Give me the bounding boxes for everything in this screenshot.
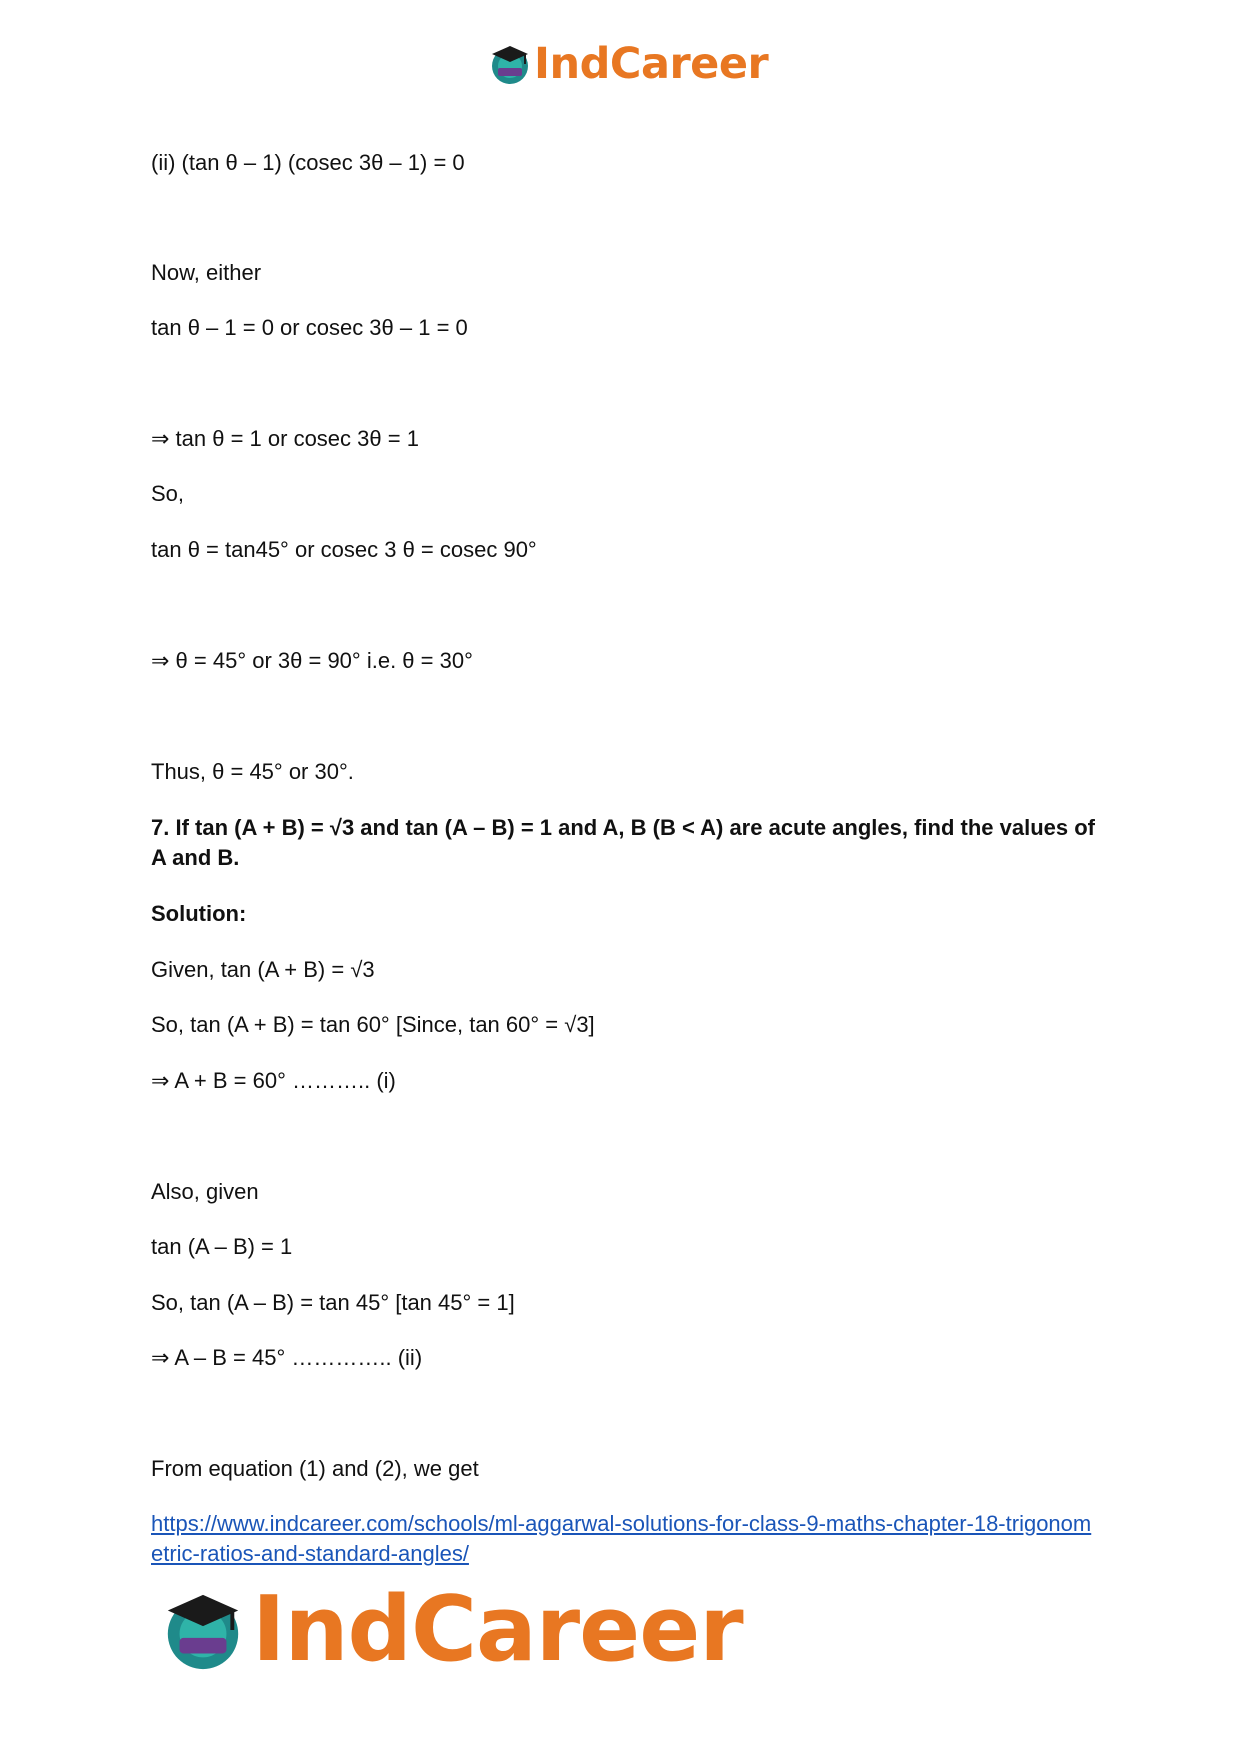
- text-line: ⇒ θ = 45° or 3θ = 90° i.e. θ = 30°: [151, 648, 473, 673]
- text-line: ⇒ A – B = 45° ………….. (ii): [151, 1345, 423, 1370]
- text-line: tan (A – B) = 1: [151, 1234, 293, 1259]
- text-line: Thus, θ = 45° or 30°.: [151, 759, 354, 784]
- source-link[interactable]: https://www.indcareer.com/schools/ml-aggarwal-solutions-for-class-9-maths-chapter-18-trigonometric-ratios-and-standard-angles/: [151, 1511, 1092, 1566]
- text-line: Also, given: [151, 1179, 259, 1204]
- header-logo: [488, 38, 769, 89]
- text-line: So, tan (A + B) = tan 60° [Since, tan 60° = √3]: [151, 1012, 595, 1037]
- text-line: So,: [151, 481, 185, 506]
- text-line: tan θ – 1 = 0 or cosec 3θ – 1 = 0: [151, 315, 468, 340]
- text-line: From equation (1) and (2), we get: [151, 1456, 479, 1481]
- text-line: ⇒ A + B = 60° ……….. (i): [151, 1068, 396, 1093]
- solution-label: Solution:: [151, 901, 247, 926]
- graduation-globe-icon: [160, 1587, 246, 1673]
- graduation-globe-icon: [488, 42, 532, 86]
- text-line: Now, either: [151, 260, 262, 285]
- question-heading: 7. If tan (A + B) = √3 and tan (A – B) = 1 and A, B (B < A) are acute angles, find the values of A and B.: [151, 815, 1096, 870]
- text-line: Given, tan (A + B) = √3: [151, 957, 375, 982]
- text-line: ⇒ tan θ = 1 or cosec 3θ = 1: [151, 426, 419, 451]
- text-line: (ii) (tan θ – 1) (cosec 3θ – 1) = 0: [151, 150, 465, 175]
- header-logo-text: IndCareer: [534, 38, 769, 89]
- footer-logo: [160, 1577, 743, 1682]
- text-line: So, tan (A – B) = tan 45° [tan 45° = 1]: [151, 1290, 515, 1315]
- text-line: tan θ = tan45° or cosec 3 θ = cosec 90°: [151, 537, 537, 562]
- footer-logo-text: IndCareer: [252, 1577, 743, 1682]
